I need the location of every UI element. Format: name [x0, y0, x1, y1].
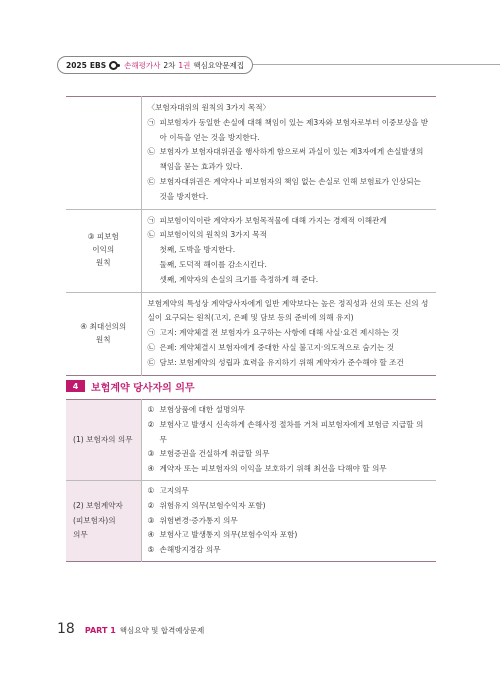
intro-text: 보험계약의 특성상 계약당사자에게 일반 계약보다는 높은 정직성과 선의 또는 신의 성실이 요구되는 원칙(고지, 은폐 및 담보 등의 준비에 의해 유지) [147, 298, 429, 323]
item-text: 담보: 보험계약의 성립과 효력을 유지하기 위해 계약자가 준수해야 할 조건 [159, 357, 404, 367]
sub-line: 셋째, 계약자의 손실의 크기를 측정하게 해 준다. [159, 274, 319, 284]
list-item [148, 356, 431, 371]
item-number: ② [147, 419, 155, 429]
list-item [148, 403, 431, 418]
list-item [148, 326, 431, 341]
list-item [148, 447, 431, 462]
row-head-line: (피보험자)의 [73, 515, 116, 525]
table-row [66, 209, 436, 292]
item-text: 보험사고 발생시 신속하게 손해사정 절차를 거쳐 피보험자에게 보험금 지급할 의무 [159, 419, 424, 444]
row-body [141, 209, 436, 292]
item-text: 보험사고 발생통지 의무(보험수익자 포함) [159, 530, 298, 540]
row-body [141, 400, 436, 481]
list-item [148, 462, 431, 477]
row-head-line: ③ 피보험 [87, 232, 119, 242]
list-item [148, 543, 431, 558]
item-text: 계약자 또는 피보험자의 이익을 보호하기 위해 최선을 다해야 할 의무 [159, 464, 387, 474]
table-row [66, 97, 436, 210]
header-year: 2025 [66, 60, 87, 70]
header-title [57, 56, 253, 74]
item-number: ④ [147, 530, 155, 540]
header-book: 1권 [178, 60, 191, 70]
page-number: 18 [57, 621, 75, 637]
table-row [66, 400, 436, 481]
item-number: ㉠ [147, 117, 156, 127]
item-number: ③ [147, 515, 155, 525]
item-text: 보험상품에 대한 설명의무 [159, 405, 246, 414]
list-item [148, 499, 431, 514]
item-number: ⑤ [147, 545, 155, 555]
item-number: ② [147, 500, 155, 510]
part-label: PART 1 [84, 626, 116, 635]
section-number-badge: 4 [66, 380, 85, 392]
list-item [148, 175, 431, 205]
list-item [148, 116, 431, 146]
row-head-line: (1) 보험자의 의무 [73, 434, 133, 444]
item-text: 손해방지경감 의무 [159, 545, 221, 555]
item-text: 위험유지 의무(보험수익자 포함) [159, 500, 266, 510]
row-head-line: ④ 최대선의의 [80, 321, 127, 331]
header-cert: 손해평가사 [124, 60, 161, 70]
row-body [141, 97, 436, 210]
row-body [141, 480, 436, 561]
item-text: 보험증권을 건실하게 취급할 의무 [159, 449, 270, 459]
row-head [66, 292, 141, 375]
item-text: 피보험이익이란 계약자가 보험목적물에 대해 가지는 경제적 이해관계 [159, 215, 387, 225]
item-text: 고지: 계약체결 전 보험자가 요구하는 사항에 대해 사실·요건 제시하는 것 [159, 328, 399, 338]
item-number: ① [147, 485, 155, 495]
table-row [66, 480, 436, 561]
row-head [66, 480, 141, 561]
row-head-line: 의무 [73, 530, 88, 540]
row-head [66, 400, 141, 481]
list-item [148, 341, 431, 356]
part-title: 핵심요약 및 합격예상문제 [119, 626, 205, 635]
row-body [141, 292, 436, 375]
sub-line: 둘째, 도덕적 해이를 감소시킨다. [159, 259, 267, 269]
list-item [148, 214, 431, 229]
item-number: ㉡ [147, 147, 156, 157]
item-text: 은폐: 계약체결시 보험자에게 중대한 사실 불고지·의도적으로 숨기는 것 [159, 342, 395, 352]
row-head [66, 209, 141, 292]
item-number: ④ [147, 464, 155, 474]
header-grade: 2차 [163, 60, 176, 70]
principles-table [66, 96, 436, 376]
section-heading [66, 379, 195, 393]
duties-table [66, 399, 436, 562]
item-number: ㉡ [147, 342, 156, 352]
section-title: 보험계약 당사자의 의무 [91, 382, 195, 394]
sub-line: 첫째, 도박을 방지한다. [159, 245, 236, 255]
item-text: 보험자가 보험자대위권을 행사하게 함으로써 과실이 있는 제3자에게 손실발생의 책임을 묻는 효과가 있다. [159, 147, 424, 172]
running-header [0, 55, 500, 77]
row-head-line: 원칙 [95, 258, 111, 268]
item-text: 고지의무 [159, 485, 189, 495]
list-item [148, 484, 431, 499]
ebs-logo-icon [109, 61, 118, 70]
item-number: ① [147, 405, 155, 414]
row-head-empty [66, 97, 141, 210]
page-footer [57, 621, 204, 637]
list-item [148, 145, 431, 175]
item-text: 피보험이익의 원칙의 3가지 목적 [159, 230, 267, 240]
header-brand: EBS [89, 60, 107, 70]
row-head-line: (2) 보험계약자 [73, 501, 123, 511]
list-item [148, 528, 431, 543]
list-item [148, 418, 431, 448]
item-text: 피보험자가 동일한 손실에 대해 책임이 있는 제3자와 보험자로부터 이중보상을 받아 이득을 얻는 것을 방지한다. [159, 117, 429, 142]
row-head-line: 이익의 [92, 245, 115, 255]
item-text: 보험자대위권은 계약자나 피보험자의 책임 없는 손실로 인해 보험료가 인상되는 것을 방지한다. [159, 176, 421, 201]
item-number: ㉠ [147, 328, 156, 338]
item-number: ③ [147, 449, 155, 459]
item-text: 위험변경·증가통지 의무 [159, 515, 238, 525]
purpose-title: 〈보험자대위의 원칙의 3가지 목적〉 [147, 103, 271, 112]
item-number: ㉡ [147, 230, 156, 240]
row-head-line: 원칙 [95, 334, 111, 344]
table-row [66, 292, 436, 375]
item-number: ㉢ [147, 176, 156, 186]
item-number: ㉢ [147, 357, 156, 367]
header-subtitle: 핵심요약문제집 [193, 60, 245, 70]
list-item [148, 514, 431, 529]
item-number: ㉠ [147, 215, 156, 225]
list-item [148, 228, 431, 243]
